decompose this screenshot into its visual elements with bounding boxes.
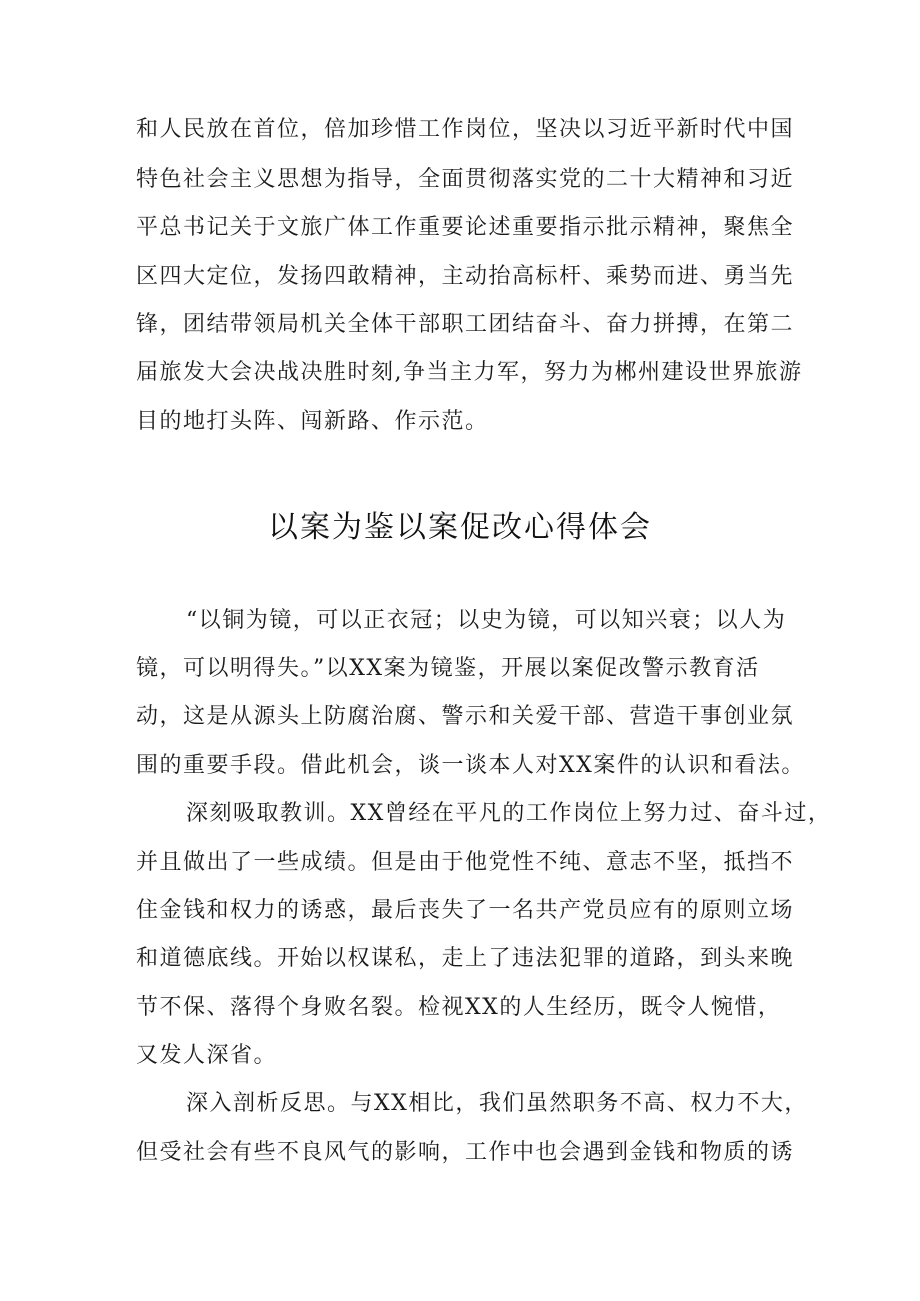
text-line: 但受社会有些不良风气的影响，工作中也会遇到金钱和物质的诱 (136, 1140, 795, 1165)
text-line: 节不保、落得个身败名裂。检视XX的人生经历，既令人惋惜， (136, 995, 782, 1020)
text-line: 围的重要手段。借此机会，谈一谈本人对XX案件的认识和看法。 (136, 753, 805, 778)
text-line: 又发人深省。 (136, 1043, 278, 1068)
text-line: 锋，团结带领局机关全体干部职工团结奋斗、奋力拼搏，在第二 (136, 312, 795, 337)
text-line: 动，这是从源头上防腐治腐、警示和关爱干部、营造干事创业氛 (136, 704, 795, 729)
text-line: 目的地打头阵、闯新路、作示范。 (136, 409, 489, 434)
text-line: 特色社会主义思想为指导，全面贯彻落实党的二十大精神和习近 (136, 167, 795, 192)
text-line: 和道德底线。开始以权谋私，走上了违法犯罪的道路，到头来晚 (136, 946, 795, 971)
text-line: 届旅发大会决战决胜时刻,争当主力军，努力为郴州建设世界旅游 (136, 360, 803, 385)
text-line: 区四大定位，发扬四敢精神，主动抬高标杆、乘势而进、勇当先 (136, 264, 795, 289)
text-line: 和人民放在首位，倍加珍惜工作岗位，坚决以习近平新时代中国 (136, 117, 795, 142)
text-line: 深入剖析反思。与XX相比，我们虽然职务不高、权力不大， (186, 1091, 808, 1116)
text-line: 镜，可以明得失。”以XX案为镜鉴，开展以案促改警示教育活 (136, 656, 760, 681)
text-line: “以铜为镜，可以正衣冠；以史为镜，可以知兴衰；以人为 (186, 608, 787, 633)
text-line: 住金钱和权力的诱惑，最后丧失了一名共产党员应有的原则立场 (136, 898, 795, 923)
text-line: 深刻吸取教训。XX曾经在平凡的工作岗位上努力过、奋斗过， (186, 801, 832, 826)
text-line: 平总书记关于文旅广体工作重要论述重要指示批示精神，聚焦全 (136, 215, 795, 240)
document-title: 以案为鉴以案促改心得体会 (268, 510, 652, 545)
text-line: 并且做出了一些成绩。但是由于他党性不纯、意志不坚，抵挡不 (136, 850, 795, 875)
